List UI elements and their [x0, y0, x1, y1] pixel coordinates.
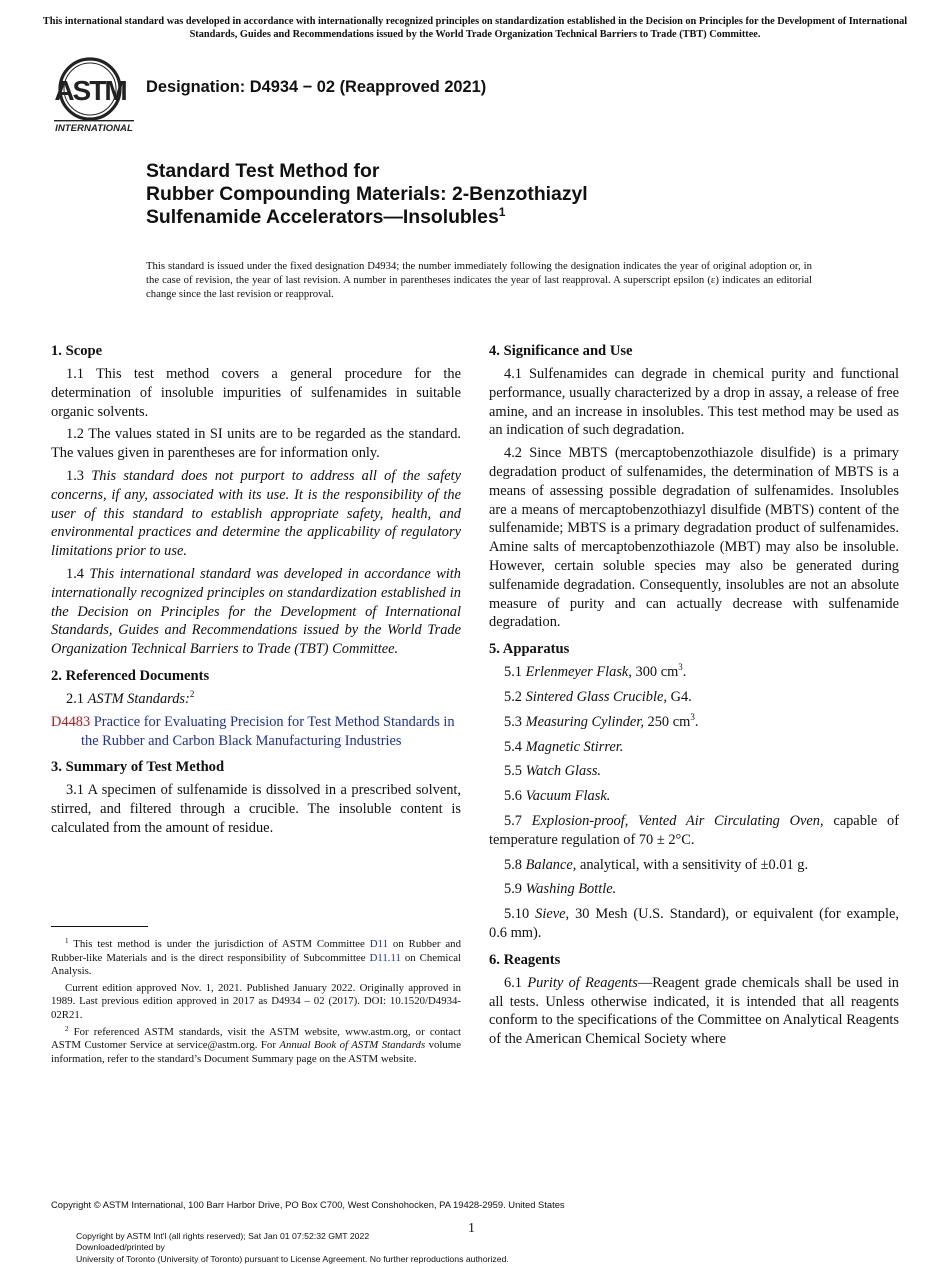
footnote-divider — [51, 926, 148, 927]
section-significance — [489, 342, 899, 632]
para-1-4: 1.4 This international standard was developed in accordance with internationally recognized principles on standardization established in the Decision on Principles for the Development of International Standards, Guides and Recommendations issued by the World Trade Organization Technical Barriers to Trade (TBT) Committee. — [51, 565, 461, 658]
apparatus-item: 5.1 Erlenmeyer Flask, 300 $cm^3$. — [504, 662, 687, 681]
reference-d4483[interactable] — [51, 713, 461, 751]
apparatus-item: 5.5 Watch Glass. — [504, 763, 602, 780]
footnotes — [51, 938, 461, 1069]
page-number: 1 — [468, 1221, 475, 1236]
footnote-2: $^2$ For referenced ASTM standards, visit the ASTM website, www.astm.org, or contact ASTM Customer Service at service@astm.org. For Annual Book of ASTM Standards volume information, refer to the standard’s Document Summary page on the ASTM website. — [51, 1024, 461, 1065]
apparatus-item: 5.3 Measuring Cylinder, 250 $cm^3$. — [504, 711, 699, 730]
section-summary — [51, 758, 461, 837]
heading-significance: 4. Significance and Use — [489, 343, 633, 359]
footnote-1: $^1$ This test method is under the jurisdiction of ASTM Committee D11 on Rubber and Rubber-like Materials and is the direct responsibility of Subcommittee D11.11 on Chemical Analysis. — [51, 937, 461, 978]
subcommittee-d11-11-link[interactable]: D11.11 — [369, 951, 401, 964]
reference-code-link[interactable]: D4483 — [51, 713, 91, 730]
heading-reagents: 6. Reagents — [489, 951, 561, 968]
para-3-1: 3.1 A specimen of sulfenamide is dissolved in a prescribed solvent, stirred, and filtered through a crucible. The insoluble content is calculated from the amount of residue. — [51, 782, 461, 836]
section-apparatus — [489, 640, 899, 943]
para-4-2: 4.2 Since MBTS (mercaptobenzothiazole disulfide) is a primary degradation product of sulfenamides, the determination of MBTS is a means of assessing possible degradation of sulfenamides. Insolubles are a means of mercaptobenzothiazyl disulfide (MBTS) content of the sulfenamide; MBTS is a primary degradation product of sulfenamides. Amine salts of mercaptobenzothiazole (MBT) may also be insoluble. However, certain soluble species may also be generated during sulfenamide degradation. Consequently, insolubles are not an absolute measure of purity and can actually decrease with sulfenamide degradation. — [489, 445, 899, 631]
page-title — [146, 160, 588, 230]
tbt-notice: This international standard was developed in accordance with internationally recognized principles on standardization established in the Decision on Principles for the Development of International Standards, Guides and Recommendations issued by the World Trade Organization Technical Barriers to Trade (TBT) Committee. — [42, 16, 908, 40]
astm-logo-icon — [52, 56, 136, 134]
apparatus-item: 5.8 Balance, analytical, with a sensitivity of ±0.01 g. — [504, 856, 809, 873]
heading-scope: 1. Scope — [51, 343, 103, 359]
download-notice: Copyright by ASTM Int'l (all rights reserved); Sat Jan 01 07:52:32 GMT 2022 Downloaded/printed by University of Toronto (University of Toronto) pursuant to License Agreement. No further reproductions authorized. — [76, 1231, 509, 1264]
logo-text-bottom: INTERNATIONAL — [55, 123, 133, 134]
reference-title-link[interactable]: Practice for Evaluating Precision for Test Method Standards in the Rubber and Carbon Black Manufacturing Industries — [81, 713, 455, 749]
footnote-1-approval: Current edition approved Nov. 1, 2021. Published January 2022. Originally approved in 1989. Last previous edition approved in 2017 as D4934 – 02 (2017). DOI: 10.1520/D4934-02R21. — [51, 981, 461, 1021]
committee-d11-link[interactable]: D11 — [369, 938, 388, 950]
copyright-line: Copyright © ASTM International, 100 Barr Harbor Drive, PO Box C700, West Conshohocken, PA 19428-2959. United States — [51, 1199, 565, 1210]
para-1-3: 1.3 This standard does not purport to address all of the safety concerns, if any, associated with its use. It is the responsibility of the user of this standard to establish appropriate safety, health, and environmental practices and determine the applicability of regulatory limitations prior to use. — [51, 467, 461, 560]
logo-text-top: ASTM — [54, 75, 126, 106]
section-referenced-documents — [51, 667, 461, 750]
apparatus-item: 5.7 Explosion-proof, Vented Air Circulating Oven, capable of temperature regulation of 70 ± 2°C. — [489, 812, 900, 848]
title-line-3: Sulfenamide Accelerators—Insolubles$^1$ — [146, 205, 506, 229]
title-line-2: Rubber Compounding Materials: 2-Benzothiazyl — [146, 183, 588, 206]
title-footnote-mark: 1 — [498, 205, 506, 220]
para-4-1: 4.1 Sulfenamides can degrade in chemical purity and functional performance, usually characterized by a drop in assay, a release of free amine, and an increase in insolubles. This test method may be used as an indication of such degradation. — [489, 366, 899, 439]
para-1-1: 1.1 This test method covers a general procedure for the determination of insoluble impurities of sulfenamides in suitable organic solvents. — [51, 366, 461, 420]
section-reagents — [489, 951, 899, 1049]
heading-summary: 3. Summary of Test Method — [51, 759, 225, 776]
left-column — [51, 342, 461, 846]
apparatus-list — [489, 663, 899, 943]
para-1-2: 1.2 The values stated in SI units are to be regarded as the standard. The values given in parentheses are for information only. — [51, 426, 461, 462]
apparatus-item: 5.10 Sieve, 30 Mesh (U.S. Standard), or equivalent (for example, 0.6 mm). — [489, 906, 899, 941]
para-6-1: 6.1 Purity of Reagents—Reagent grade chemicals shall be used in all tests. Unless otherwise indicated, it is intended that all reagents conform to the specifications of the Committee on Analytical Reagents of the American Chemical Society where — [489, 974, 899, 1048]
heading-referenced-documents: 2. Referenced Documents — [51, 667, 210, 684]
designation: Designation: D4934 − 02 (Reapproved 2021) — [146, 78, 487, 96]
issued-note: This standard is issued under the fixed designation D4934; the number immediately following the designation indicates the year of original adoption or, in the case of revision, the year of last revision. A number in parentheses indicates the year of last reapproval. A superscript epsilon (ε) indicates an editorial change since the last revision or reapproval. — [146, 260, 812, 300]
apparatus-item: 5.9 Washing Bottle. — [504, 881, 617, 898]
apparatus-item: 5.6 Vacuum Flask. — [504, 788, 611, 805]
apparatus-item: 5.2 Sintered Glass Crucible, G4. — [504, 688, 692, 705]
title-line-1: Standard Test Method for — [146, 160, 380, 182]
heading-apparatus: 5. Apparatus — [489, 641, 570, 658]
para-2-1: 2.1 ASTM Standards:$^2$ — [66, 688, 195, 707]
section-scope — [51, 342, 461, 659]
apparatus-item: 5.4 Magnetic Stirrer. — [504, 738, 624, 755]
right-column — [489, 342, 899, 1057]
